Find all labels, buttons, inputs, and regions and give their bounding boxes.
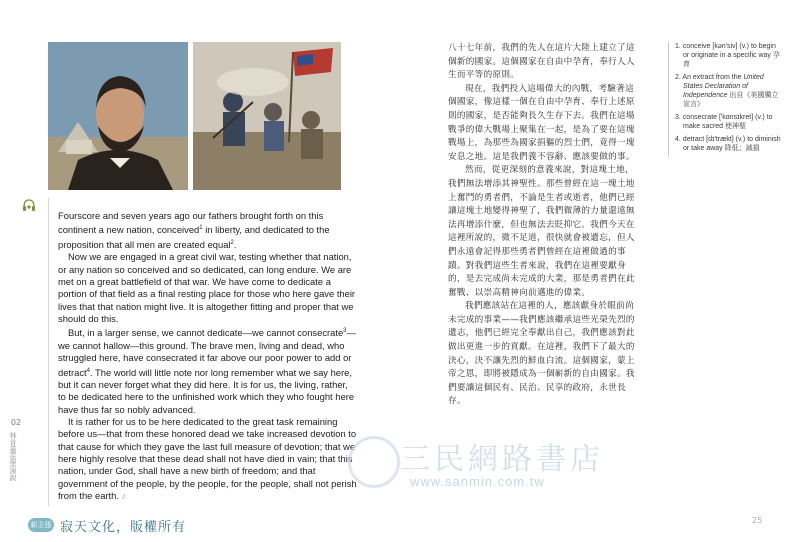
- glossary-item-3: 3. consecrate ['kɑnsɪkret] (v.) to make sacred 使神聖: [675, 114, 773, 130]
- english-paragraph-3: But, in a larger sense, we cannot dedicate—we cannot consecrate$^3$—we cannot hallow—this ground. The brave men, living and dead, who struggled here, have consecrated it far above our poor power to add or detract$^4$. The world will little note nor long remember what we say here, but it can never forget what they did here. It is for us, the living, rather, to be dedicated here to the unfinished work which they who fought here have thus far so nobly advanced.: [58, 327, 356, 415]
- glossary-item-1: 1. conceive [kən'siv] (v.) to begin or originate in a specific way 孕育: [675, 43, 780, 68]
- end-mark-icon: ♪: [121, 490, 127, 502]
- english-paragraph-2: Now we are engaged in a great civil war, testing whether that nation, or any nation so conceived and so dedicated, can long endure. We are met on a great battlefield of that war. We have come to dedicate a portion of that field as a final resting place for those who here gave their lives that that nation might live. It is altogether fitting and proper that we should do this.: [58, 251, 356, 324]
- footnote-ref-2: 2: [230, 239, 234, 246]
- watermark-logo-icon: [348, 436, 400, 488]
- watermark-store-name: 三民網路書店: [400, 442, 604, 477]
- battle-scene-art: [193, 42, 341, 190]
- watermark-url: www.sanmin.com.tw: [410, 474, 545, 489]
- chinese-paragraph-4: 我們應該站在這裡的人，應該獻身於眼前尚未完成的事業——我們應該繼承這些光榮先烈的遺志，他們已經完全奉獻出自己，我們應該對此做出更進一步的貢獻。在這裡，我們下了最大的決心，決不讓先烈的鮮血白流。這個國家，蒙上帝之恩，即將被隱成為一個嶄新的自由國家。我們要讓這個民有、民治、民享的政府，永世長存。: [448, 301, 635, 407]
- chinese-paragraph-1: 八十七年前，我們的先人在這片大陸上建立了這個新的國家。這個國家在自由中孕育，奉行人人生而平等的原則。: [448, 43, 635, 81]
- footnote-ref-3: 3: [343, 328, 347, 335]
- civil-war-battle-image: [193, 42, 341, 190]
- left-side-label: 林肯蓋茲堡演說: [9, 432, 17, 481]
- left-page-number: 02: [10, 418, 22, 427]
- publisher-badge: 新主張: [28, 518, 54, 532]
- footnote-ref-1: 1: [199, 225, 203, 232]
- footnote-ref-4: 4: [86, 367, 91, 374]
- headphones-icon: [22, 198, 36, 212]
- lincoln-portrait-image: [48, 42, 188, 190]
- left-margin-rule: [48, 198, 49, 506]
- vocabulary-glossary: [668, 42, 783, 157]
- audio-track-icon[interactable]: [22, 198, 36, 212]
- lincoln-portrait-art: [48, 42, 188, 190]
- english-speech-text: [58, 210, 358, 502]
- chinese-paragraph-2: 現在，我們投入這場偉大的內戰，考驗著這個國家，像這樣一個在自由中孕育、奉行上述原則的國家，是否能夠長久生存下去。我們在這場戰爭的偉大戰場上聚集在一起，是為了要在這塊戰場上，為那些為國家捐軀的烈士們，竟得一塊安息之地。這是我們義不容辭、應該要做的事。: [448, 83, 635, 162]
- publisher-footer-logo: [28, 516, 228, 538]
- chinese-paragraph-3: 然而，從更深刻的意義來說，對這塊土地，我們無法增添其神聖性。那些曾經在這一塊土地上奮鬥的勇者們，不論是生者或逝者，他們已經讓這塊土地變得神聖了，我們微薄的力量還遠無法再增添什麼，但也無法去貶抑它。我們今天在這裡所說的，微不足道，很快就會被遺忘，但人們永遠會記得那些勇者們曾經在這裡做過的事蹟。對我們這些生者來說，我們在這裡要獻身的，是去完成尚未完成的大業，那是勇者們在此奮戰、以崇高精神向前邁進的偉業。: [448, 165, 635, 298]
- glossary-item-2: 2. An extract from the United States Declaration of Independence 出自《美國獨立宣言》: [675, 74, 779, 108]
- english-paragraph-4: It is rather for us to be here dedicated to the great task remaining before us—that from these honored dead we take increased devotion to that cause for which they gave the last full measure of devotion; that we here highly resolve that these dead shall not have died in vain; that this nation, under God, shall have a new birth of freedom; and that government of the people, by the people, for the people, shall not perish from the earth. ♪: [58, 416, 357, 502]
- glossary-item-4: 4. detract [dɪ'trækt] (v.) to diminish or take away 降低；減損: [675, 136, 781, 152]
- chinese-translation-text: [448, 42, 636, 409]
- left-page-number-block: [8, 418, 24, 481]
- publisher-copyright-text: 寂天文化，版權所有: [60, 520, 187, 535]
- english-paragraph-1: Fourscore and seven years ago our fathers brought forth on this continent a new nation, conceived$^1$ in liberty, and dedicated to the proposition that all men are created equal$^2$.: [58, 210, 330, 250]
- right-page-number: 25: [752, 516, 763, 525]
